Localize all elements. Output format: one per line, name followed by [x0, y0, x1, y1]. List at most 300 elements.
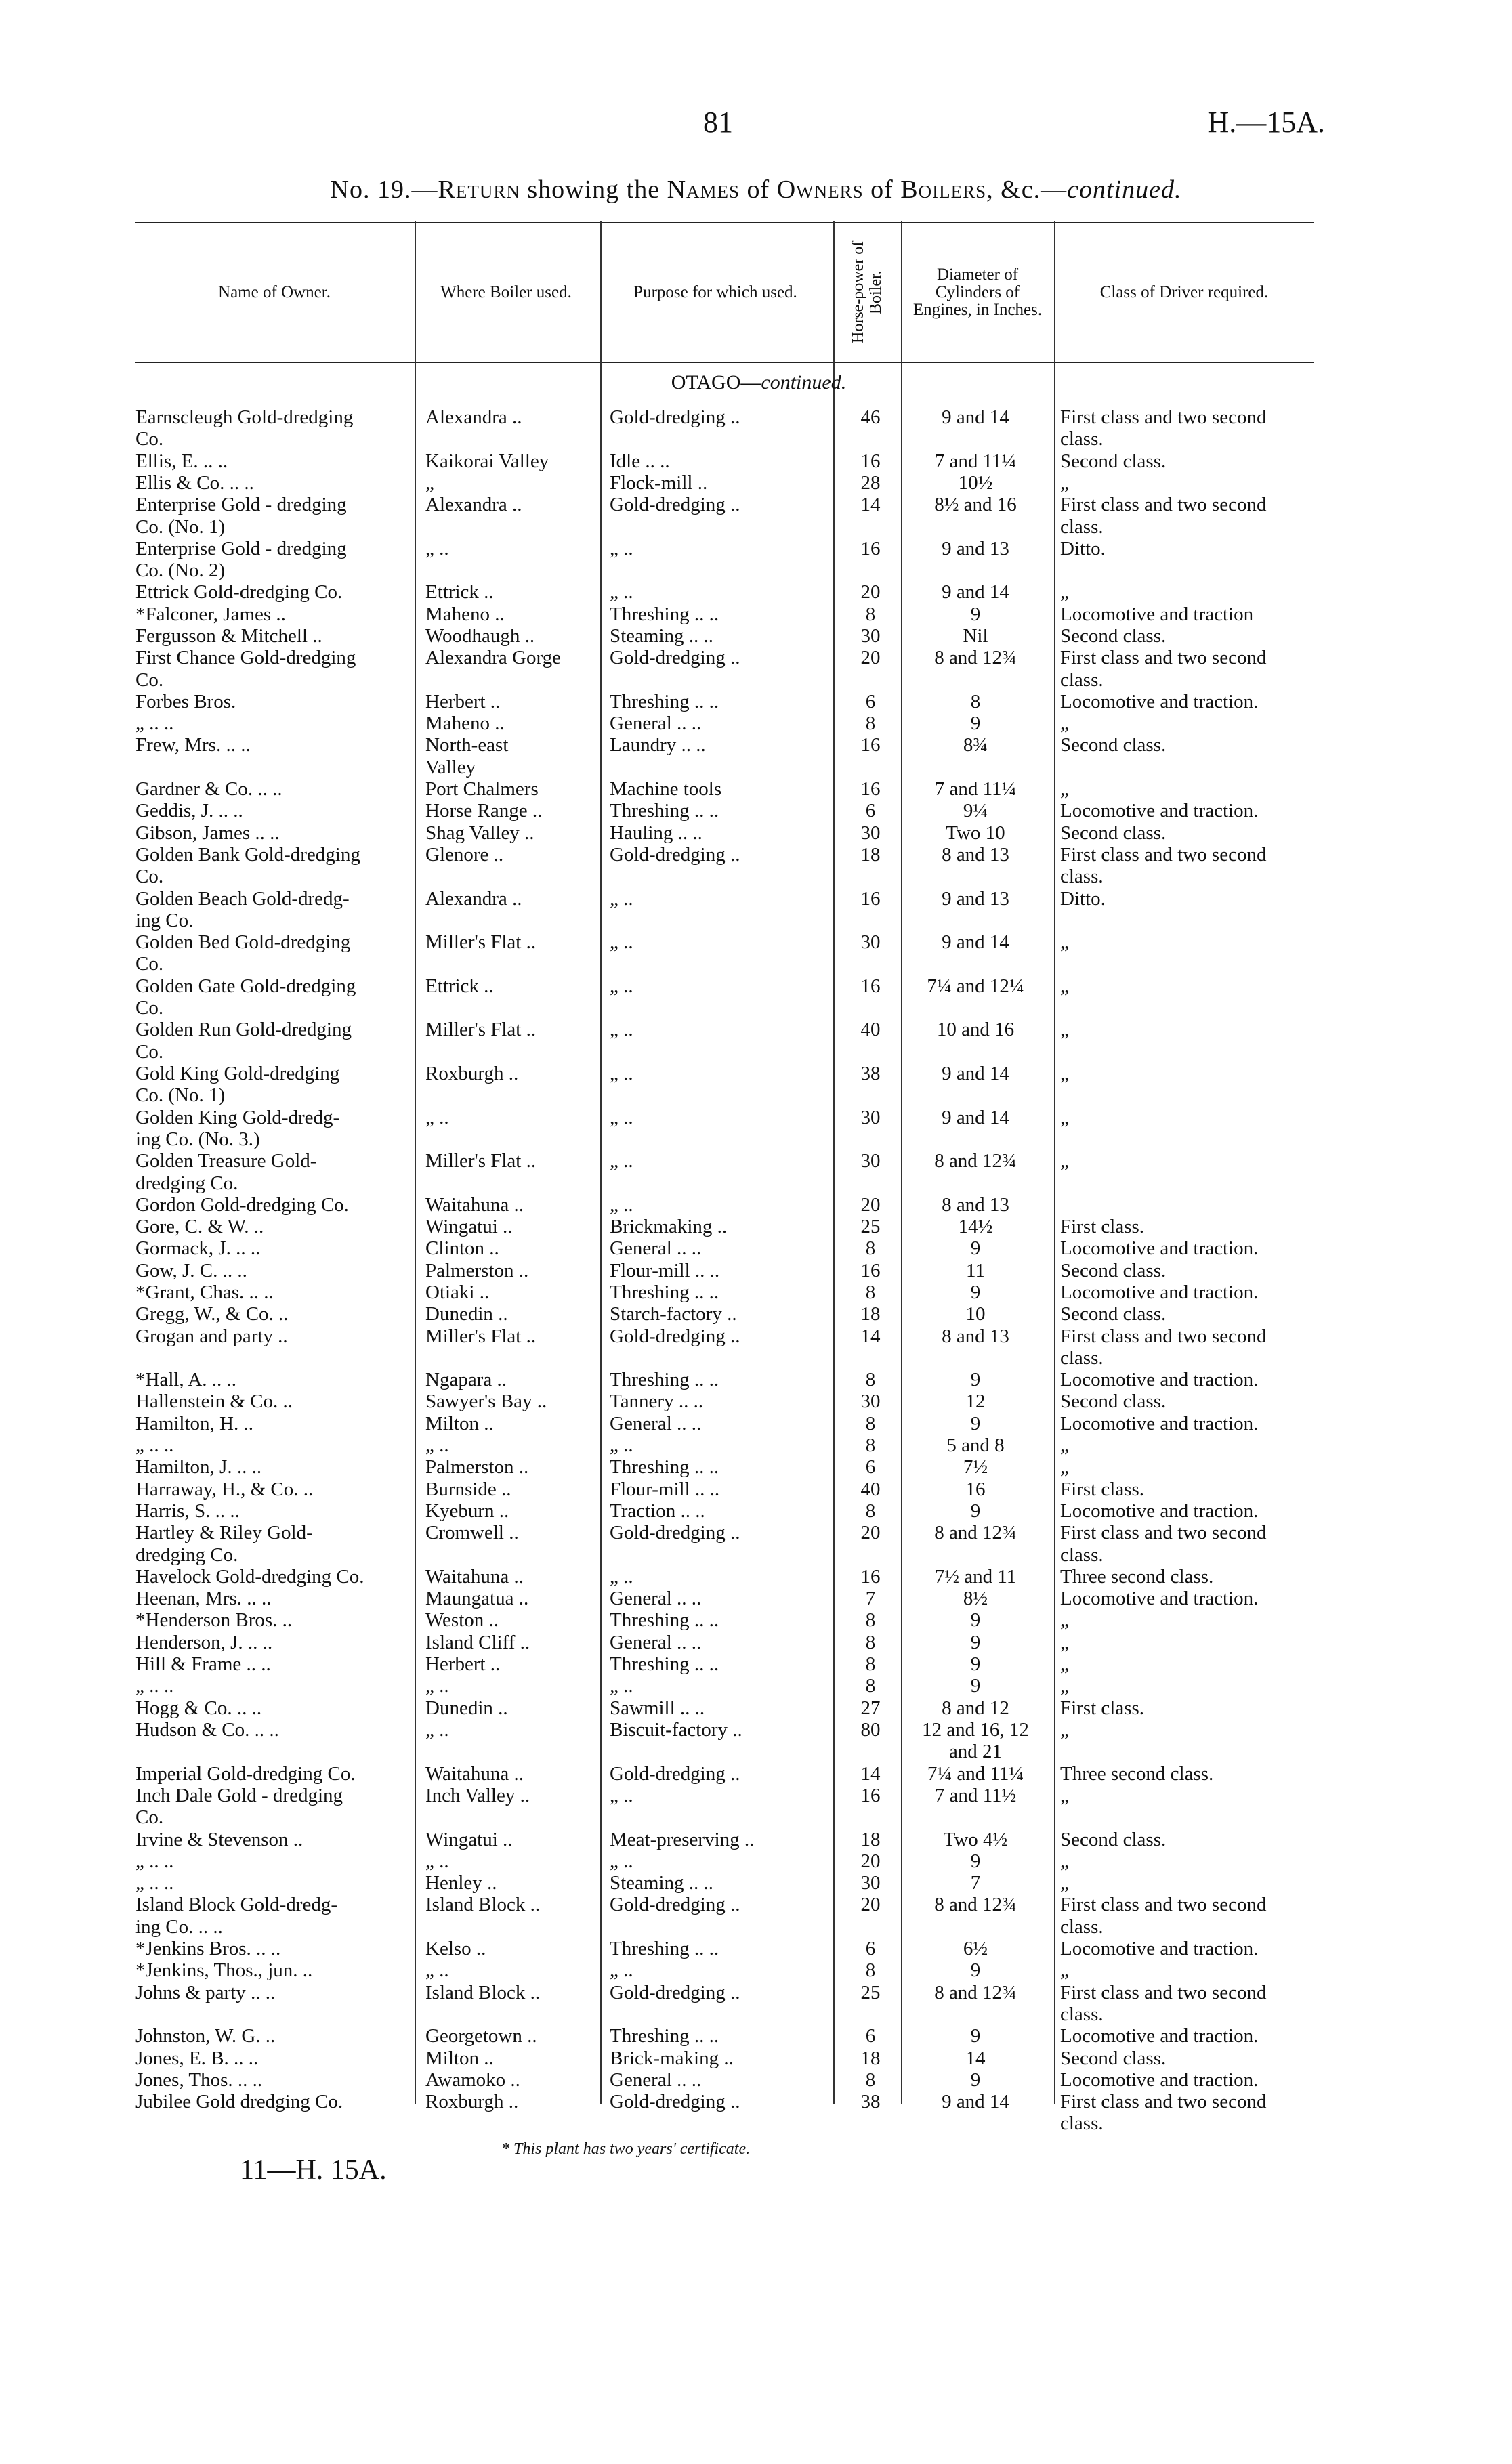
- cell-class: „: [1060, 1435, 1069, 1456]
- cell-class: „: [1060, 1850, 1069, 1872]
- cell-where: Alexandra ..: [425, 406, 522, 428]
- cell-purpose: Flour-mill .. ..: [610, 1479, 720, 1500]
- cell-horse-power: 16: [860, 1260, 881, 1281]
- cell-diameter: 9 and 13: [942, 888, 1009, 910]
- cell-diameter: 9 and 13: [942, 538, 1009, 559]
- cell-class: class.: [1060, 2003, 1104, 2025]
- cell-horse-power: 38: [860, 1063, 881, 1084]
- cell-diameter: 7¼ and 12¼: [927, 975, 1024, 997]
- cell-class: Three second class.: [1060, 1763, 1214, 1785]
- cell-diameter: Two 10: [946, 822, 1005, 844]
- cell-purpose: General .. ..: [610, 1413, 702, 1435]
- cell-purpose: „ ..: [610, 1850, 633, 1872]
- cell-purpose: „ ..: [610, 581, 633, 603]
- cell-owner: First Chance Gold-dredging: [135, 647, 356, 668]
- cell-diameter: 7 and 11½: [934, 1785, 1017, 1806]
- cell-class: „: [1060, 1872, 1069, 1894]
- table-row: [135, 1194, 1314, 1216]
- page-number: 81: [703, 106, 733, 139]
- cell-owner: Golden Treasure Gold-: [135, 1150, 317, 1172]
- cell-where: „ ..: [425, 1675, 449, 1697]
- cell-horse-power: 8: [865, 1413, 876, 1435]
- cell-diameter: 8 and 12¾: [934, 1982, 1017, 2003]
- cell-class: „: [1060, 1609, 1069, 1631]
- cell-horse-power: 20: [860, 1522, 881, 1544]
- page-title: [0, 175, 1512, 205]
- cell-purpose: Tannery .. ..: [610, 1390, 704, 1412]
- cell-purpose: „ ..: [610, 1194, 633, 1216]
- table-row: [135, 1653, 1314, 1675]
- cell-purpose: Threshing .. ..: [610, 1281, 719, 1303]
- cell-where: Miller's Flat ..: [425, 1019, 537, 1040]
- table-row: [135, 1982, 1314, 2003]
- cell-diameter: 9: [970, 1500, 981, 1522]
- cell-where: Miller's Flat ..: [425, 1325, 537, 1347]
- cell-owner: Hartley & Riley Gold-: [135, 1522, 313, 1544]
- cell-purpose: Gold-dredging ..: [610, 1325, 740, 1347]
- cell-class: „: [1060, 581, 1069, 603]
- cell-horse-power: 8: [865, 1959, 876, 1981]
- cell-owner: Harris, S. .. ..: [135, 1500, 240, 1522]
- table-row: [135, 603, 1314, 625]
- cell-owner: Co. (No. 2): [135, 559, 226, 581]
- cell-class: „: [1060, 1632, 1069, 1653]
- cell-diameter: 7¼ and 11¼: [927, 1763, 1024, 1785]
- header-where: Where Boiler used.: [440, 282, 572, 301]
- cell-diameter: 9 and 14: [942, 1107, 1009, 1128]
- cell-purpose: „ ..: [610, 931, 633, 953]
- cell-where: Kaikorai Valley: [425, 450, 549, 472]
- cell-purpose: Laundry .. ..: [610, 734, 706, 756]
- cell-owner: Johns & party .. ..: [135, 1982, 276, 2003]
- cell-horse-power: 30: [860, 931, 881, 953]
- cell-diameter: 9: [970, 1653, 981, 1675]
- table-row: [135, 494, 1314, 515]
- cell-diameter: 8 and 12: [942, 1697, 1009, 1719]
- title-continued: continued.: [1067, 175, 1182, 204]
- cell-diameter: 6½: [963, 1938, 988, 1959]
- table-row: [135, 1850, 1314, 1872]
- cell-diameter: 9¼: [963, 800, 988, 822]
- table-row: [135, 1347, 1314, 1369]
- title-names: Names: [667, 175, 740, 204]
- cell-purpose: Brickmaking ..: [610, 1216, 728, 1237]
- cell-diameter: 7 and 11¼: [934, 450, 1017, 472]
- cell-purpose: „ ..: [610, 1107, 633, 1128]
- cell-owner: ing Co. .. ..: [135, 1916, 223, 1938]
- cell-diameter: 9: [970, 1632, 981, 1653]
- cell-horse-power: 16: [860, 1566, 881, 1588]
- cell-class: Locomotive and traction.: [1060, 1281, 1259, 1303]
- cell-purpose: Flour-mill .. ..: [610, 1260, 720, 1281]
- title-of-2: of: [863, 175, 901, 204]
- cell-diameter: 7 and 11¼: [934, 778, 1017, 800]
- cell-diameter: 9: [970, 1369, 981, 1390]
- cell-horse-power: 8: [865, 1281, 876, 1303]
- cell-owner: Co. (No. 1): [135, 1084, 226, 1106]
- table-row: [135, 406, 1314, 428]
- cell-owner: Grogan and party ..: [135, 1325, 288, 1347]
- table-row: [135, 1063, 1314, 1084]
- cell-purpose: Gold-dredging ..: [610, 494, 740, 515]
- cell-diameter: 8 and 13: [942, 1325, 1009, 1347]
- cell-horse-power: 14: [860, 494, 881, 515]
- cell-owner: Gore, C. & W. ..: [135, 1216, 264, 1237]
- cell-owner: Hamilton, J. .. ..: [135, 1456, 262, 1478]
- cell-class: Ditto.: [1060, 888, 1106, 910]
- cell-horse-power: 20: [860, 1894, 881, 1915]
- cell-diameter: 11: [966, 1260, 985, 1281]
- cell-class: Locomotive and traction: [1060, 603, 1254, 625]
- cell-diameter: 9: [970, 1850, 981, 1872]
- cell-where: Inch Valley ..: [425, 1785, 530, 1806]
- cell-class: Second class.: [1060, 625, 1167, 647]
- section-name: OTAGO—: [671, 371, 761, 394]
- cell-purpose: Gold-dredging ..: [610, 1982, 740, 2003]
- cell-owner: Harraway, H., & Co. ..: [135, 1479, 314, 1500]
- cell-class: Second class.: [1060, 1390, 1167, 1412]
- cell-owner: ing Co. (No. 3.): [135, 1128, 260, 1150]
- cell-horse-power: 20: [860, 1194, 881, 1216]
- table-row: [135, 1390, 1314, 1412]
- cell-horse-power: 8: [865, 713, 876, 734]
- cell-owner: Co. (No. 1): [135, 516, 226, 538]
- table-row: [135, 1938, 1314, 1959]
- cell-purpose: „ ..: [610, 1566, 633, 1588]
- cell-where: Cromwell ..: [425, 1522, 519, 1544]
- cell-horse-power: 8: [865, 2069, 876, 2091]
- table-row: [135, 1806, 1314, 1828]
- cell-class: Locomotive and traction.: [1060, 1369, 1259, 1390]
- cell-horse-power: 14: [860, 1325, 881, 1347]
- cell-where: „: [425, 472, 434, 494]
- cell-diameter: 7½: [963, 1456, 988, 1478]
- cell-class: Second class.: [1060, 1303, 1167, 1325]
- cell-where: „ ..: [425, 1719, 449, 1741]
- cell-horse-power: 28: [860, 472, 881, 494]
- cell-class: First class and two second: [1060, 494, 1267, 515]
- cell-purpose: „ ..: [610, 1785, 633, 1806]
- cell-class: First class and two second: [1060, 1894, 1267, 1915]
- cell-class: class.: [1060, 428, 1104, 450]
- cell-purpose: Threshing .. ..: [610, 603, 719, 625]
- section-heading: [596, 371, 921, 394]
- table-row: [135, 1019, 1314, 1040]
- table-row: [135, 844, 1314, 866]
- cell-where: Milton ..: [425, 2047, 494, 2069]
- table-row: [135, 1872, 1314, 1894]
- cell-horse-power: 6: [865, 800, 876, 822]
- cell-class: Locomotive and traction.: [1060, 1413, 1259, 1435]
- cell-where: Roxburgh ..: [425, 2091, 519, 2112]
- footnote: * This plant has two years' certificate.: [501, 2140, 751, 2158]
- cell-horse-power: 8: [865, 1632, 876, 1653]
- cell-horse-power: 25: [860, 1982, 881, 2003]
- cell-horse-power: 30: [860, 625, 881, 647]
- table-row: [135, 800, 1314, 822]
- cell-purpose: Threshing .. ..: [610, 691, 719, 713]
- table-row: [135, 1128, 1314, 1150]
- cell-class: „: [1060, 1456, 1069, 1478]
- cell-diameter: 9: [970, 713, 981, 734]
- cell-purpose: „ ..: [610, 1150, 633, 1172]
- cell-horse-power: 7: [865, 1588, 876, 1609]
- cell-class: Locomotive and traction.: [1060, 691, 1259, 713]
- cell-horse-power: 27: [860, 1697, 881, 1719]
- cell-horse-power: 18: [860, 844, 881, 866]
- cell-class: „: [1060, 931, 1069, 953]
- cell-where: Palmerston ..: [425, 1456, 529, 1478]
- cell-diameter: 9: [970, 2069, 981, 2091]
- cell-where: Maungatua ..: [425, 1588, 529, 1609]
- cell-owner: Johnston, W. G. ..: [135, 2025, 276, 2047]
- table-row: [135, 1456, 1314, 1478]
- cell-diameter: 8 and 12¾: [934, 647, 1017, 668]
- cell-owner: Gardner & Co. .. ..: [135, 778, 282, 800]
- cell-class: Three second class.: [1060, 1566, 1214, 1588]
- table-row: [135, 822, 1314, 844]
- cell-class: class.: [1060, 1544, 1104, 1566]
- cell-where: Valley: [425, 757, 476, 778]
- table-row: [135, 713, 1314, 734]
- table-row: [135, 1675, 1314, 1697]
- cell-owner: Geddis, J. .. ..: [135, 800, 243, 822]
- cell-diameter: Nil: [963, 625, 988, 647]
- cell-where: Miller's Flat ..: [425, 931, 537, 953]
- cell-purpose: „ ..: [610, 1019, 633, 1040]
- cell-horse-power: 20: [860, 581, 881, 603]
- cell-purpose: „ ..: [610, 1063, 633, 1084]
- cell-horse-power: 20: [860, 1850, 881, 1872]
- cell-class: „: [1060, 778, 1069, 800]
- table-row: [135, 1719, 1314, 1741]
- table-row: [135, 1369, 1314, 1390]
- table-row: [135, 1303, 1314, 1325]
- cell-where: Clinton ..: [425, 1237, 499, 1259]
- cell-where: Horse Range ..: [425, 800, 543, 822]
- title-boilers: Boilers: [900, 175, 987, 204]
- cell-diameter: Two 4½: [943, 1829, 1008, 1850]
- cell-horse-power: 6: [865, 2025, 876, 2047]
- cell-purpose: Gold-dredging ..: [610, 844, 740, 866]
- cell-owner: Irvine & Stevenson ..: [135, 1829, 303, 1850]
- cell-diameter: 16: [965, 1479, 986, 1500]
- cell-purpose: Traction .. ..: [610, 1500, 705, 1522]
- cell-class: „: [1060, 1150, 1069, 1172]
- cell-where: Burnside ..: [425, 1479, 511, 1500]
- cell-diameter: 10 and 16: [936, 1019, 1015, 1040]
- header-horse-power: Horse-power of Boiler.: [849, 240, 885, 344]
- cell-class: First class and two second: [1060, 844, 1267, 866]
- cell-owner: Enterprise Gold - dredging: [135, 538, 347, 559]
- cell-purpose: Gold-dredging ..: [610, 2091, 740, 2112]
- table-row: [135, 472, 1314, 494]
- cell-horse-power: 16: [860, 450, 881, 472]
- cell-where: Woodhaugh ..: [425, 625, 535, 647]
- table-row: [135, 1522, 1314, 1544]
- cell-where: Alexandra ..: [425, 888, 522, 910]
- cell-where: Herbert ..: [425, 691, 501, 713]
- table-header: [135, 221, 1314, 363]
- cell-purpose: Threshing .. ..: [610, 800, 719, 822]
- cell-owner: *Henderson Bros. ..: [135, 1609, 293, 1631]
- cell-owner: Gormack, J. .. ..: [135, 1237, 261, 1259]
- cell-owner: Heenan, Mrs. .. ..: [135, 1588, 272, 1609]
- cell-horse-power: 8: [865, 1609, 876, 1631]
- cell-horse-power: 8: [865, 1653, 876, 1675]
- cell-where: Miller's Flat ..: [425, 1150, 537, 1172]
- cell-where: Shag Valley ..: [425, 822, 534, 844]
- cell-owner: Enterprise Gold - dredging: [135, 494, 347, 515]
- cell-purpose: Steaming .. ..: [610, 1872, 714, 1894]
- cell-owner: Gregg, W., & Co. ..: [135, 1303, 289, 1325]
- table-row: [135, 997, 1314, 1019]
- cell-diameter: 14: [965, 2047, 986, 2069]
- cell-where: Milton ..: [425, 1413, 494, 1435]
- cell-diameter: 10½: [958, 472, 993, 494]
- cell-owner: Golden Bank Gold-dredging: [135, 844, 360, 866]
- cell-where: Ettrick ..: [425, 581, 494, 603]
- cell-class: First class and two second: [1060, 1982, 1267, 2003]
- title-showing: showing the: [520, 175, 667, 204]
- cell-class: „: [1060, 1719, 1069, 1741]
- cell-horse-power: 18: [860, 1303, 881, 1325]
- cell-horse-power: 8: [865, 1435, 876, 1456]
- cell-diameter: 9: [970, 1959, 981, 1981]
- cell-where: Waitahuna ..: [425, 1566, 524, 1588]
- table-row: [135, 1566, 1314, 1588]
- cell-class: Second class.: [1060, 450, 1167, 472]
- cell-purpose: Gold-dredging ..: [610, 647, 740, 668]
- table-row: [135, 2003, 1314, 2025]
- cell-diameter: 9: [970, 1413, 981, 1435]
- cell-class: Locomotive and traction.: [1060, 1237, 1259, 1259]
- cell-class: Second class.: [1060, 1829, 1167, 1850]
- cell-horse-power: 6: [865, 1456, 876, 1478]
- cell-horse-power: 30: [860, 1390, 881, 1412]
- cell-owner: Hogg & Co. .. ..: [135, 1697, 262, 1719]
- table-row: [135, 1325, 1314, 1347]
- table-row: [135, 1041, 1314, 1063]
- cell-owner: Imperial Gold-dredging Co.: [135, 1763, 356, 1785]
- cell-owner: Hallenstein & Co. ..: [135, 1390, 293, 1412]
- cell-owner: Island Block Gold-dredg-: [135, 1894, 337, 1915]
- cell-where: Glenore ..: [425, 844, 504, 866]
- cell-where: Henley ..: [425, 1872, 497, 1894]
- cell-owner: „ .. ..: [135, 1872, 174, 1894]
- cell-where: Roxburgh ..: [425, 1063, 519, 1084]
- cell-owner: Golden Run Gold-dredging: [135, 1019, 352, 1040]
- cell-owner: Co.: [135, 997, 164, 1019]
- cell-purpose: Brick-making ..: [610, 2047, 734, 2069]
- table-row: [135, 1544, 1314, 1566]
- cell-purpose: Threshing .. ..: [610, 1456, 719, 1478]
- cell-purpose: „ ..: [610, 888, 633, 910]
- cell-where: Ngapara ..: [425, 1369, 507, 1390]
- cell-horse-power: 14: [860, 1763, 881, 1785]
- cell-purpose: Threshing .. ..: [610, 1609, 719, 1631]
- cell-where: Island Cliff ..: [425, 1632, 530, 1653]
- cell-purpose: Biscuit-factory ..: [610, 1719, 742, 1741]
- cell-horse-power: 38: [860, 2091, 881, 2112]
- cell-horse-power: 30: [860, 1150, 881, 1172]
- cell-diameter: 8 and 13: [942, 1194, 1009, 1216]
- table-row: [135, 910, 1314, 931]
- cell-diameter: 9: [970, 2025, 981, 2047]
- cell-where: Sawyer's Bay ..: [425, 1390, 547, 1412]
- cell-where: Maheno ..: [425, 713, 505, 734]
- table-row: [135, 428, 1314, 450]
- cell-where: Kelso ..: [425, 1938, 486, 1959]
- cell-owner: Golden Beach Gold-dredg-: [135, 888, 350, 910]
- cell-horse-power: 16: [860, 734, 881, 756]
- cell-horse-power: 16: [860, 538, 881, 559]
- cell-diameter: 9: [970, 1281, 981, 1303]
- cell-diameter: 8½: [963, 1588, 988, 1609]
- cell-horse-power: 16: [860, 975, 881, 997]
- table-row: [135, 1697, 1314, 1719]
- cell-class: Locomotive and traction.: [1060, 1938, 1259, 1959]
- table-row: [135, 2069, 1314, 2091]
- cell-where: Ettrick ..: [425, 975, 494, 997]
- cell-horse-power: 8: [865, 603, 876, 625]
- cell-where: „ ..: [425, 1107, 449, 1128]
- cell-owner: Henderson, J. .. ..: [135, 1632, 273, 1653]
- cell-owner: „ .. ..: [135, 713, 174, 734]
- cell-purpose: „ ..: [610, 1675, 633, 1697]
- cell-class: class.: [1060, 516, 1104, 538]
- cell-class: „: [1060, 472, 1069, 494]
- cell-diameter: 8 and 13: [942, 844, 1009, 866]
- cell-class: „: [1060, 1107, 1069, 1128]
- cell-where: Alexandra Gorge: [425, 647, 561, 668]
- table-row: [135, 1479, 1314, 1500]
- table-row: [135, 625, 1314, 647]
- cell-purpose: „ ..: [610, 975, 633, 997]
- cell-where: Palmerston ..: [425, 1260, 529, 1281]
- cell-purpose: Threshing .. ..: [610, 1938, 719, 1959]
- cell-where: Port Chalmers: [425, 778, 539, 800]
- cell-horse-power: 20: [860, 647, 881, 668]
- cell-class: class.: [1060, 1916, 1104, 1938]
- table-row: [135, 538, 1314, 559]
- cell-owner: dredging Co.: [135, 1172, 238, 1194]
- cell-purpose: „ ..: [610, 538, 633, 559]
- cell-diameter: 12: [965, 1390, 986, 1412]
- cell-owner: *Grant, Chas. .. ..: [135, 1281, 274, 1303]
- cell-class: Second class.: [1060, 1260, 1167, 1281]
- cell-where: Waitahuna ..: [425, 1194, 524, 1216]
- cell-diameter: 9 and 14: [942, 581, 1009, 603]
- page-reference: H.—15A.: [1207, 106, 1325, 139]
- section-continued: continued.: [761, 371, 847, 394]
- cell-where: Awamoko ..: [425, 2069, 520, 2091]
- cell-diameter: 9 and 14: [942, 2091, 1009, 2112]
- cell-owner: dredging Co.: [135, 1544, 238, 1566]
- header-diameter: Diameter of Cylinders of Engines, in Inches.: [912, 265, 1043, 319]
- cell-class: Locomotive and traction.: [1060, 800, 1259, 822]
- table-row: [135, 1588, 1314, 1609]
- cell-owner: Gibson, James .. ..: [135, 822, 280, 844]
- cell-where: „ ..: [425, 1435, 449, 1456]
- cell-diameter: 8: [970, 691, 981, 713]
- cell-purpose: Threshing .. ..: [610, 1369, 719, 1390]
- cell-class: Second class.: [1060, 734, 1167, 756]
- cell-owner: Co.: [135, 953, 164, 975]
- cell-owner: „ .. ..: [135, 1675, 174, 1697]
- cell-owner: Jubilee Gold dredging Co.: [135, 2091, 343, 2112]
- table-row: [135, 559, 1314, 581]
